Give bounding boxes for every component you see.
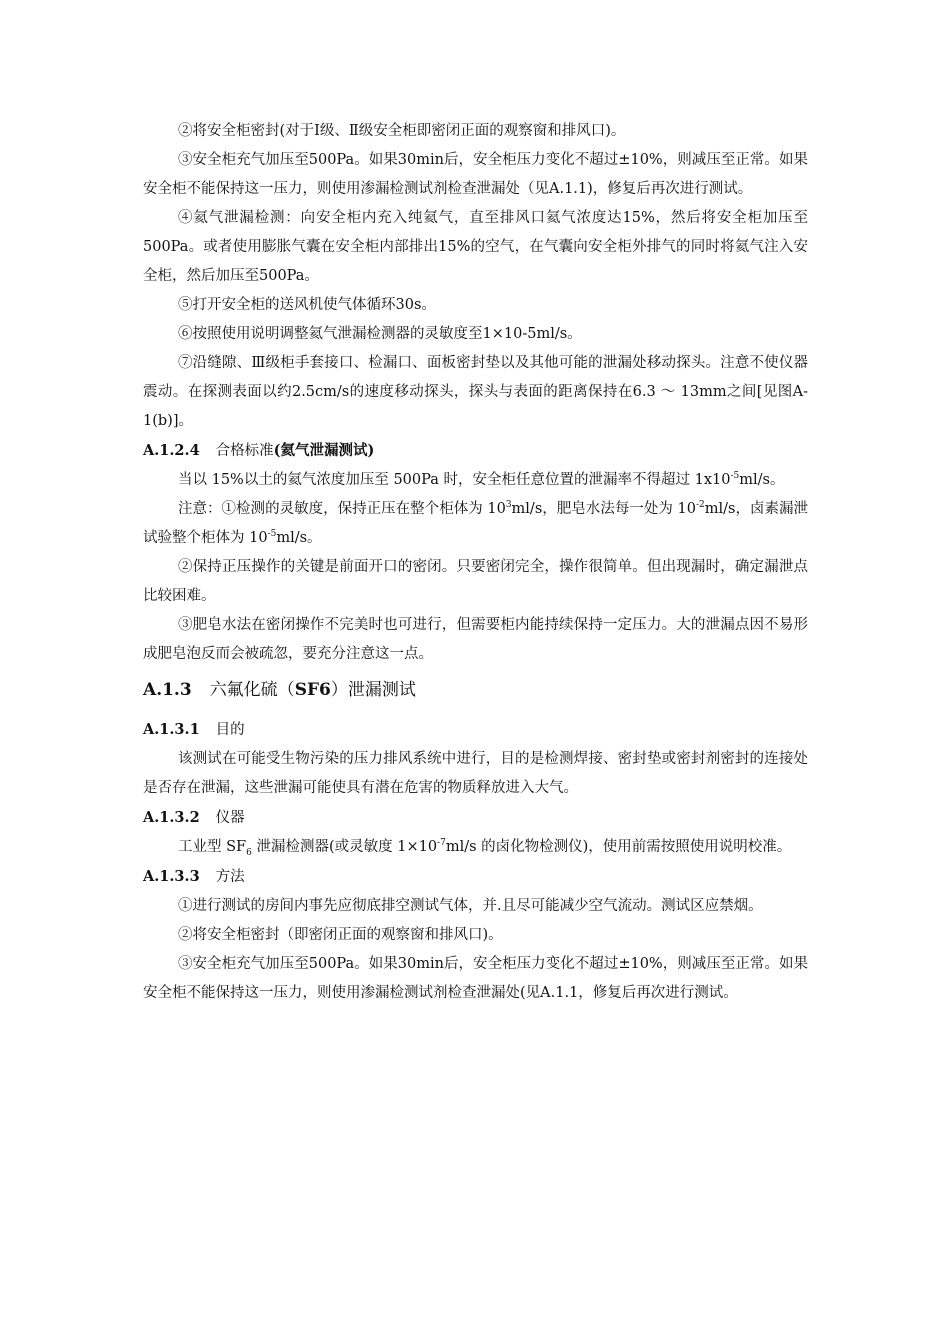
section-title-bold: SF6 xyxy=(294,680,331,700)
text-run: ml/s 的卤化物检测仪)，使用前需按照使用说明校准。 xyxy=(445,839,792,855)
criteria-paragraph xyxy=(143,466,808,495)
text-run: 注意：①检测的灵敏度，保持正压在整个柜体为 10 xyxy=(178,501,506,517)
note-paragraph: ③肥皂水法在密闭操作不完美时也可进行，但需要柜内能持续保持一定压力。大的泄漏点因不易形成肥皂泡反而会被疏忽，要充分注意这一点。 xyxy=(143,617,808,662)
superscript: -7 xyxy=(437,838,446,849)
subscript: 6 xyxy=(246,847,252,858)
section-number: A.1.3.2 xyxy=(143,809,200,826)
section-number: A.1.3.3 xyxy=(143,868,200,885)
method-step: ③安全柜充气加压至500Pa。如果30min后，安全柜压力变化不超过±10%，则减压至正常。如果安全柜不能保持这一压力，则使用渗漏检测试剂检查泄漏处(见A.1.1，修复后再次进行测试。 xyxy=(143,956,808,1001)
section-number: A.1.3 xyxy=(143,680,192,700)
section-number: A.1.3.1 xyxy=(143,721,200,738)
paragraph: ④氦气泄漏检测：向安全柜内充入纯氦气，直至排风口氦气浓度达15%，然后将安全柜加压至500Pa。或者使用膨胀气囊在安全柜内部排出15%的空气，在气囊向安全柜外排气的同时将氦气注入安全柜，然后加压至500Pa。 xyxy=(143,210,808,284)
paragraph: ⑤打开安全柜的送风机使气体循环30s。 xyxy=(178,297,436,313)
section-heading-a124 xyxy=(143,436,808,466)
text-run: ml/s，肥皂水法每一处为 10 xyxy=(511,501,696,517)
section-title: 方法 xyxy=(215,869,245,885)
section-title: ）泄漏测试 xyxy=(330,680,416,700)
section-heading-a132 xyxy=(143,803,808,833)
paragraph: ③安全柜充气加压至500Pa。如果30min后，安全柜压力变化不超过±10%，则减压至正常。如果安全柜不能保持这一压力，则使用渗漏检测试剂检查泄漏处（见A.1.1)，修复后再次进行测试。 xyxy=(143,152,808,197)
paragraph: ⑦沿缝隙、Ⅲ级柜手套接口、检漏口、面板密封垫以及其他可能的泄漏处移动探头。注意不使仪器震动。在探测表面以约2.5cm/s的速度移动探头，探头与表面的距离保持在6.3 ～ 13mm之间[见图A-1(b)]。 xyxy=(143,355,808,429)
section-heading-a133 xyxy=(143,862,808,892)
text-run: ml/s，卤素漏泄试验整个柜体为 10 xyxy=(143,501,809,546)
paragraph: 该测试在可能受生物污染的压力排风系统中进行，目的是检测焊接、密封垫或密封剂密封的连接处是否存在泄漏，这些泄漏可能使具有潜在危害的物质释放进入大气。 xyxy=(143,751,808,796)
method-step: ②将安全柜密封（即密闭正面的观察窗和排风口)。 xyxy=(178,927,503,943)
section-title: 仪器 xyxy=(215,810,245,826)
section-heading-a131 xyxy=(143,715,808,745)
document-body xyxy=(143,117,808,1008)
section-title: 目的 xyxy=(215,722,245,738)
text-run: 当以 15%以土的氦气浓度加压至 500Pa 时，安全柜任意位置的泄漏率不得超过 1x10 xyxy=(178,472,731,488)
superscript: -5 xyxy=(267,529,277,540)
method-step: ①进行测试的房间内事先应彻底排空测试气体，并.且尽可能减少空气流动。测试区应禁烟。 xyxy=(178,898,763,914)
text-run: 工业型 SF xyxy=(178,839,247,855)
text-run: ml/s。 xyxy=(276,530,322,546)
instrument-paragraph xyxy=(143,833,808,862)
superscript: -2 xyxy=(695,500,705,511)
superscript: 3 xyxy=(505,500,512,511)
section-title: 六氟化硫（ xyxy=(209,680,295,700)
section-title: 合格标准 xyxy=(215,443,274,459)
paragraph: ⑥按照使用说明调整氦气泄漏检测器的灵敏度至1×10-5ml/s。 xyxy=(178,326,582,342)
paragraph: ②将安全柜密封(对于Ⅰ级、Ⅱ级安全柜即密闭正面的观察窗和排风口)。 xyxy=(178,123,626,139)
text-run: ml/s。 xyxy=(739,472,785,488)
note-paragraph: ②保持正压操作的关键是前面开口的密闭。只要密闭完全，操作很简单。但出现漏时，确定漏泄点比较困难。 xyxy=(143,559,808,604)
section-heading-a13 xyxy=(143,675,808,705)
superscript: -5 xyxy=(730,471,740,482)
section-title-bold: (氦气泄漏测试) xyxy=(273,442,375,459)
note-paragraph xyxy=(143,495,808,553)
section-number: A.1.2.4 xyxy=(143,442,200,459)
text-run: 泄漏检测器(或灵敏度 1×10 xyxy=(251,839,438,855)
